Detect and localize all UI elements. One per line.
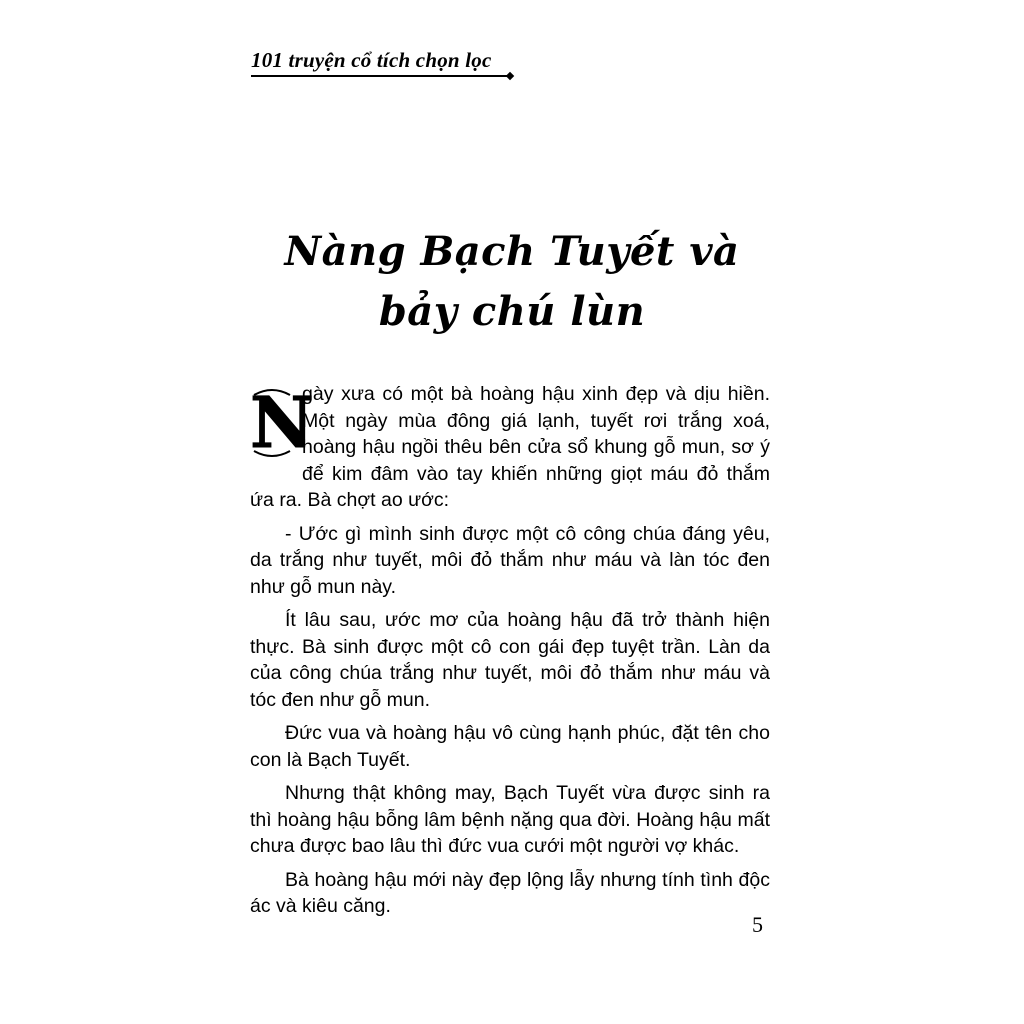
drop-cap-letter: N [250,381,314,464]
drop-cap [250,381,314,464]
page-number: 5 [752,912,763,937]
paragraph-6: Bà hoàng hậu mới này đẹp lộng lẫy nhưng tính tình độc ác và kiêu căng. [250,868,770,917]
running-header-title: 101 truyện cổ tích chọn lọc [251,48,492,72]
paragraph-4: Đức vua và hoàng hậu vô cùng hạnh phúc, đặt tên cho con là Bạch Tuyết. [250,722,770,771]
paragraph-1 [250,381,770,514]
story-title-line-2: bảy chú lùn [378,288,646,335]
paragraph-5: Nhưng thật không may, Bạch Tuyết vừa được sinh ra thì hoàng hậu bỗng lâm bệnh nặng qua đời. Hoàng hậu mất chưa được bao lâu thì đức vua cưới một người vợ khác. [250,782,770,857]
story-title-line-1: Nàng Bạch Tuyết và [284,228,740,275]
story-body [250,381,770,927]
story-title [250,222,774,342]
paragraph-3: Ít lâu sau, ước mơ của hoàng hậu đã trở thành hiện thực. Bà sinh được một cô con gái đẹp tuyệt trần. Làn da của công chúa trắng như tuyết, môi đỏ thắm như máu và tóc đen như gỗ mun. [250,609,770,711]
header-rule [251,75,509,77]
running-header [251,46,517,74]
paragraph-2: - Ước gì mình sinh được một cô công chúa đáng yêu, da trắng như tuyết, môi đỏ thắm như máu và làn tóc đen như gỗ mun này. [250,522,770,598]
paragraph-1-text: gày xưa có một bà hoàng hậu xinh đẹp và dịu hiền. Một ngày mùa đông giá lạnh, tuyết rơi trắng xoá, hoàng hậu ngồi thêu bên cửa sổ khung gỗ mun, sơ ý để kim đâm vào tay khiến những giọt máu đỏ thắm ứa ra. Bà chợt ao ước: [250,383,770,511]
